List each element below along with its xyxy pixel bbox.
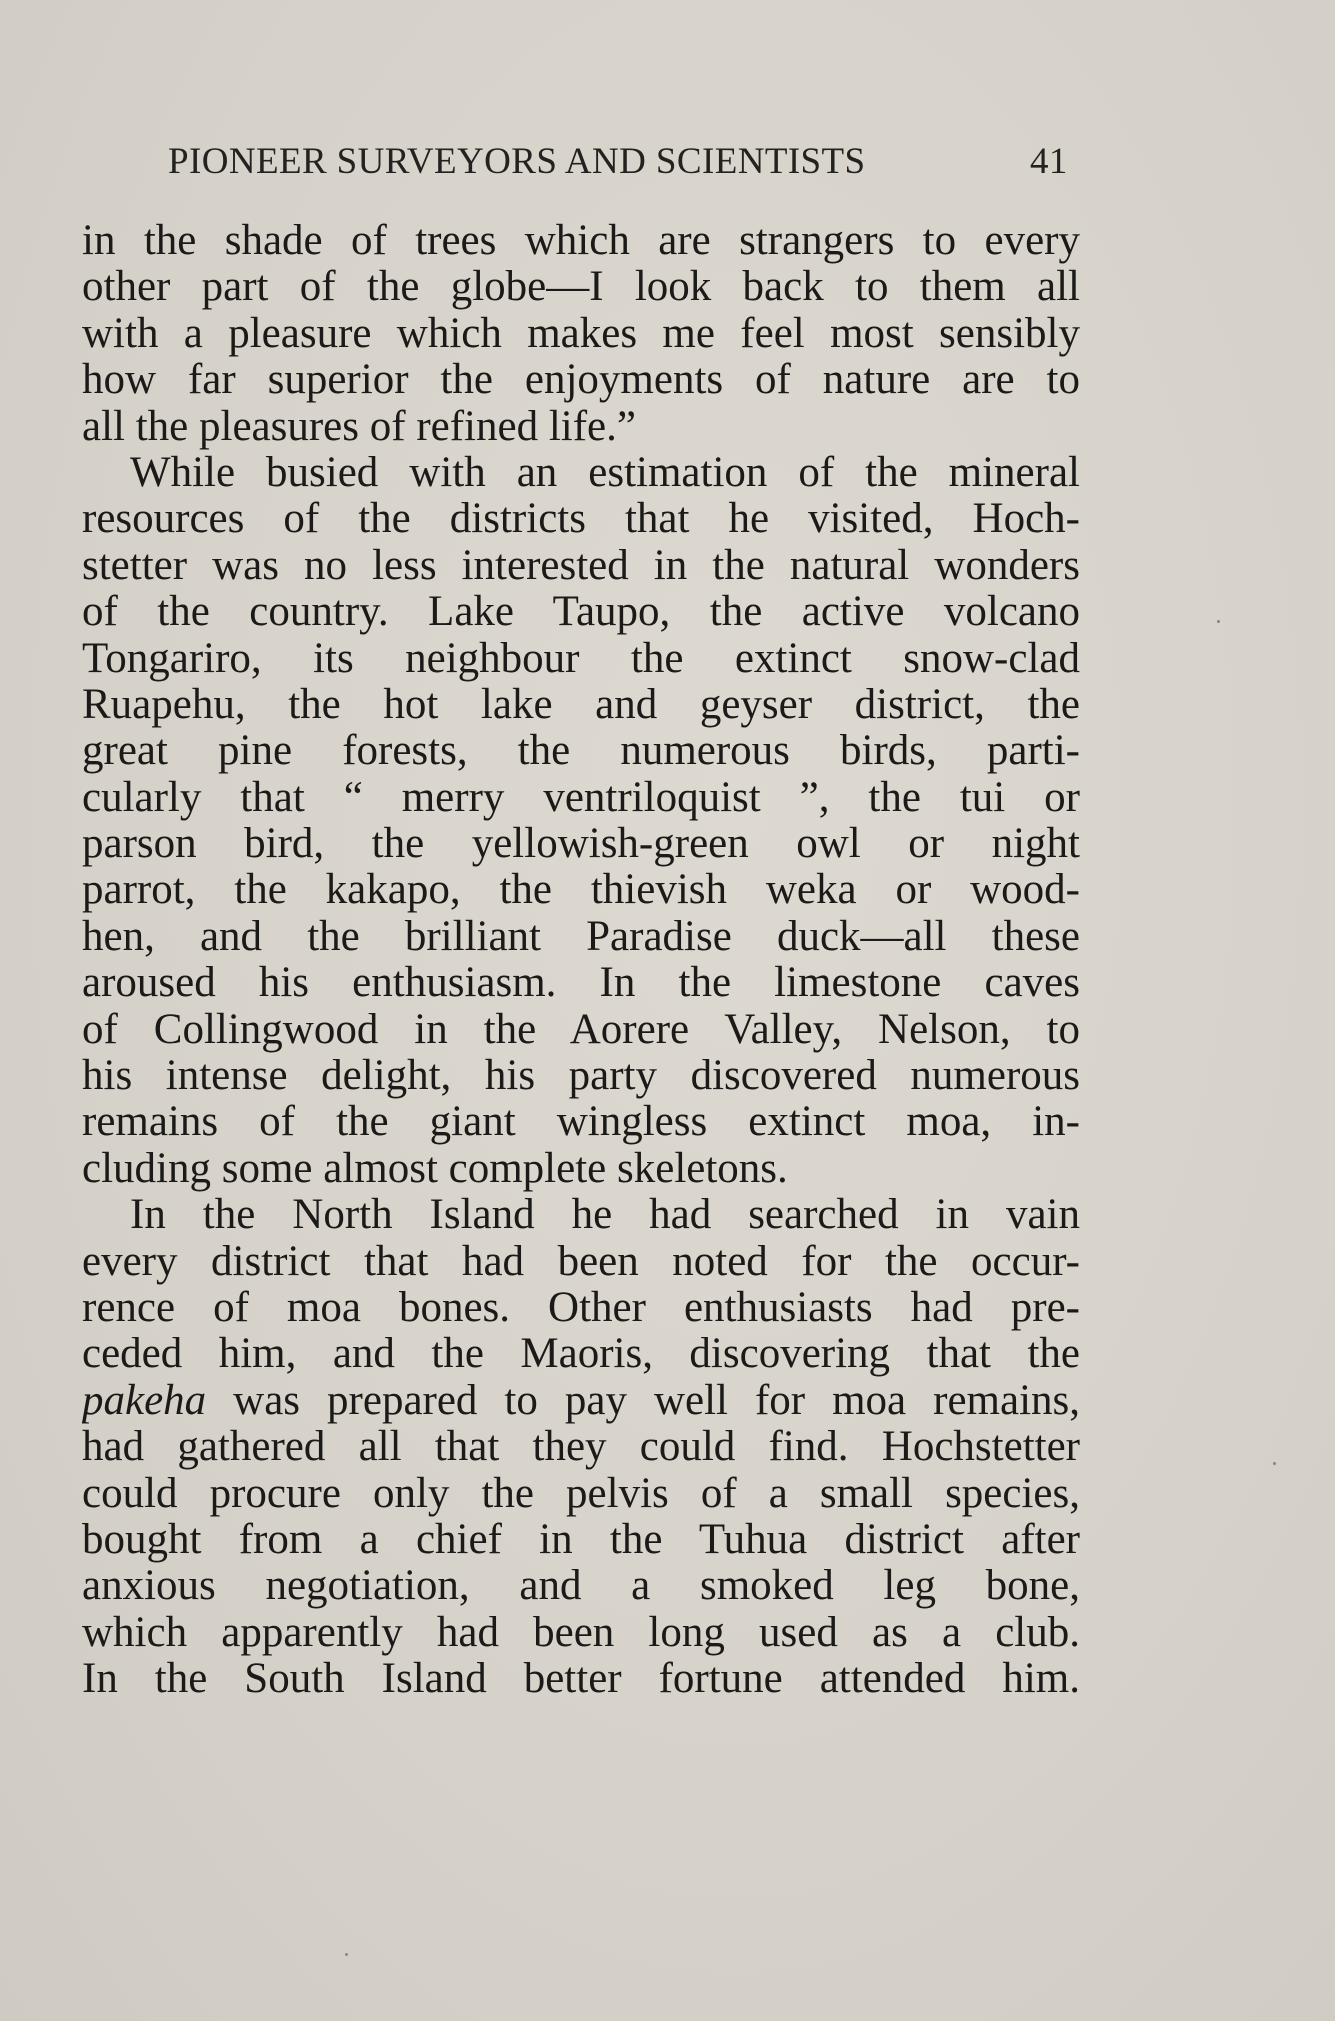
text-line: stetter was no less interested in the natural wonders [82, 542, 1080, 589]
text-line: Tongariro, its neighbour the extinct snow-clad [82, 635, 1080, 682]
text-line: resources of the districts that he visited, Hoch- [82, 496, 1080, 543]
text-line: hen, and the brilliant Paradise duck—all these [82, 913, 1080, 960]
text-line: every district that had been noted for the occur- [82, 1238, 1080, 1285]
text-line-with-italic [82, 1378, 1080, 1424]
text-line: aroused his enthusiasm. In the limestone caves [82, 960, 1080, 1007]
text-line-rest: was prepared to pay well for moa remains, [233, 1377, 1080, 1424]
text-line: his intense delight, his party discovered numerous [82, 1053, 1080, 1100]
text-line: great pine forests, the numerous birds, parti- [82, 728, 1080, 775]
text-line: in the shade of trees which are strangers to every [82, 218, 1080, 264]
page-number: 41 [1030, 141, 1068, 182]
text-line: While busied with an estimation of the mineral [130, 449, 1080, 496]
paper-speck [1217, 620, 1220, 623]
text-line: parson bird, the yellowish-green owl or night [82, 821, 1080, 868]
text-line: anxious negotiation, and a smoked leg bone, [82, 1563, 1080, 1610]
text-line: had gathered all that they could find. Hochstetter [82, 1424, 1080, 1471]
text-line: of Collingwood in the Aorere Valley, Nelson, to [82, 1006, 1080, 1053]
text-line: bought from a chief in the Tuhua district after [82, 1516, 1080, 1563]
text-line: cluding some almost complete skeletons. [82, 1145, 788, 1192]
text-line: with a pleasure which makes me feel most sensibly [82, 310, 1080, 357]
text-line: Ruapehu, the hot lake and geyser district, the [82, 681, 1080, 728]
text-line: could procure only the pelvis of a small species, [82, 1470, 1080, 1517]
italic-word: pakeha [82, 1377, 207, 1424]
text-line: In the North Island he had searched in vain [130, 1192, 1080, 1239]
text-line: ceded him, and the Maoris, discovering that the [82, 1331, 1080, 1378]
text-line: rence of moa bones. Other enthusiasts had pre- [82, 1284, 1080, 1331]
paper-speck [1273, 1462, 1276, 1465]
text-line: how far superior the enjoyments of nature are to [82, 357, 1080, 404]
text-line: remains of the giant wingless extinct moa, in- [82, 1099, 1080, 1146]
running-head-title: PIONEER SURVEYORS AND SCIENTISTS [168, 141, 866, 182]
paper-speck [345, 1953, 348, 1956]
text-line: which apparently had been long used as a club. [82, 1609, 1080, 1656]
body-text [82, 218, 1080, 1703]
text-line: other part of the globe—I look back to them all [82, 264, 1080, 311]
text-line: of the country. Lake Taupo, the active volcano [82, 589, 1080, 636]
running-head [168, 140, 1068, 188]
text-line: In the South Island better fortune attended him. [82, 1656, 1080, 1703]
text-line: all the pleasures of refined life.” [82, 403, 636, 450]
text-line: cularly that “ merry ventriloquist ”, the tui or [82, 774, 1080, 821]
text-line: parrot, the kakapo, the thievish weka or wood- [82, 867, 1080, 914]
